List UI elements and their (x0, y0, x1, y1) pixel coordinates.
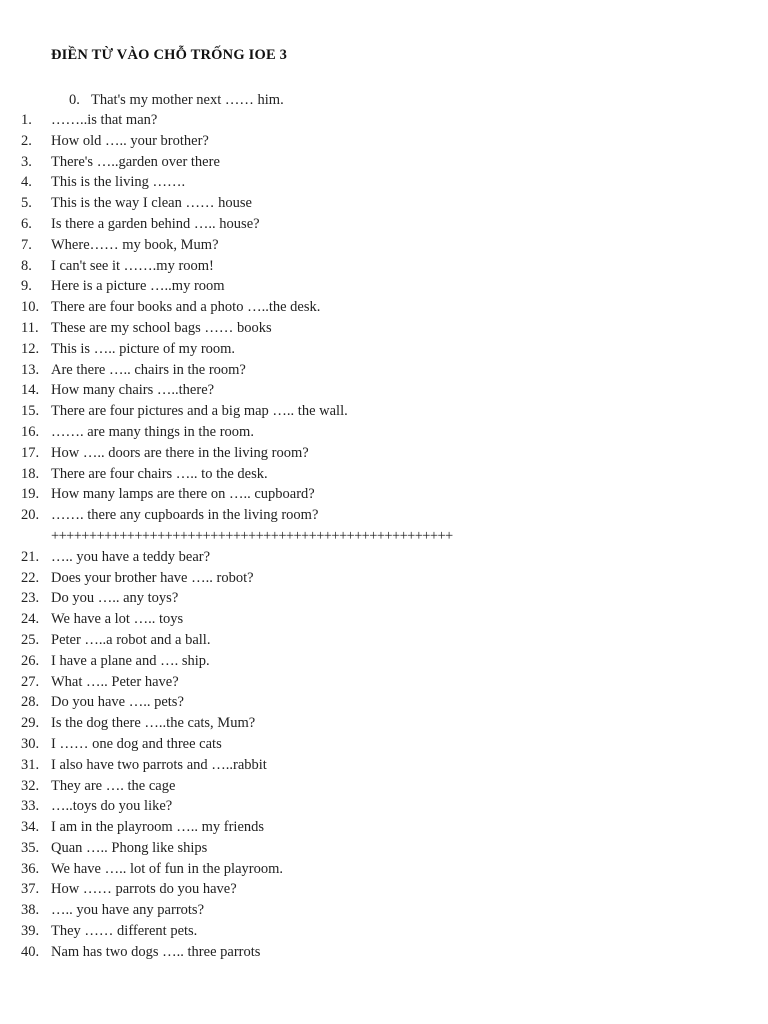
question-text: Does your brother have ….. robot? (51, 569, 254, 586)
question-number: 32. (21, 777, 40, 794)
question-row (0, 879, 768, 900)
question-number: 16. (21, 423, 40, 440)
question-row (0, 110, 768, 131)
question-text: ……. there any cupboards in the living room? (51, 507, 319, 524)
question-number: 35. (21, 839, 40, 856)
question-row (0, 464, 768, 485)
question-number: 27. (21, 673, 40, 690)
question-row (0, 651, 768, 672)
question-number: 2. (21, 132, 32, 149)
question-number: 33. (21, 798, 40, 815)
question-number: 36. (21, 860, 40, 877)
question-row (0, 630, 768, 651)
question-text: Do you ….. any toys? (51, 590, 179, 607)
example-item (69, 90, 284, 111)
question-row (0, 172, 768, 193)
example-text: That's my mother next …… him. (91, 92, 284, 108)
question-text: …..toys do you like? (51, 798, 173, 815)
question-text: There are four pictures and a big map ….. the wall. (51, 403, 348, 420)
question-number: 34. (21, 819, 40, 836)
question-row (0, 755, 768, 776)
question-text: There are four books and a photo …..the desk. (51, 299, 321, 316)
question-text: Quan ….. Phong like ships (51, 839, 208, 856)
question-number: 10. (21, 299, 40, 316)
question-number: 19. (21, 486, 40, 503)
question-text: They …… different pets. (51, 923, 198, 940)
question-number: 20. (21, 507, 40, 524)
question-row (0, 942, 768, 963)
question-number: 38. (21, 902, 40, 919)
question-number: 9. (21, 278, 32, 295)
question-number: 4. (21, 174, 32, 191)
question-row (0, 443, 768, 464)
question-text: Are there ….. chairs in the room? (51, 361, 246, 378)
question-text: I …… one dog and three cats (51, 735, 222, 752)
question-row (0, 568, 768, 589)
question-text: This is the living ……. (51, 174, 186, 191)
question-row (0, 276, 768, 297)
question-number: 26. (21, 652, 40, 669)
question-number: 5. (21, 195, 32, 212)
question-row (0, 193, 768, 214)
question-text: We have ….. lot of fun in the playroom. (51, 860, 283, 877)
question-number: 22. (21, 569, 40, 586)
section-divider (0, 526, 768, 547)
question-number: 28. (21, 694, 40, 711)
question-text: Is the dog there …..the cats, Mum? (51, 715, 256, 732)
question-number: 30. (21, 735, 40, 752)
question-number: 8. (21, 257, 32, 274)
question-number: 15. (21, 403, 40, 420)
question-list (0, 110, 768, 963)
question-row (0, 235, 768, 256)
question-row (0, 131, 768, 152)
question-row (0, 900, 768, 921)
question-number: 12. (21, 340, 40, 357)
question-row (0, 838, 768, 859)
question-row (0, 505, 768, 526)
question-number: 23. (21, 590, 40, 607)
question-text: How …… parrots do you have? (51, 881, 237, 898)
question-row (0, 214, 768, 235)
question-text: Is there a garden behind ….. house? (51, 215, 260, 232)
question-row (0, 776, 768, 797)
question-text: There are four chairs ….. to the desk. (51, 465, 268, 482)
question-text: This is ….. picture of my room. (51, 340, 236, 357)
question-text: ……. are many things in the room. (51, 423, 254, 440)
question-row (0, 152, 768, 173)
question-number: 6. (21, 215, 32, 232)
question-row (0, 859, 768, 880)
question-text: Nam has two dogs ….. three parrots (51, 943, 261, 960)
question-row (0, 297, 768, 318)
question-text: This is the way I clean …… house (51, 195, 252, 212)
question-text: Peter …..a robot and a ball. (51, 631, 211, 648)
question-row (0, 339, 768, 360)
question-text: I am in the playroom ….. my friends (51, 819, 265, 836)
document-title: ĐIỀN TỪ VÀO CHỖ TRỐNG IOE 3 (51, 47, 288, 63)
question-number: 14. (21, 382, 40, 399)
question-row (0, 817, 768, 838)
question-text: How many lamps are there on ….. cupboard? (51, 486, 315, 503)
question-text: I have a plane and …. ship. (51, 652, 210, 669)
example-number: 0. (69, 92, 80, 108)
question-text: These are my school bags …… books (51, 319, 272, 336)
question-row (0, 609, 768, 630)
question-number: 29. (21, 715, 40, 732)
divider-text: +++++++++++++++++++++++++++++++++++++++++++++++++++++ (51, 527, 453, 544)
question-text: What ….. Peter have? (51, 673, 179, 690)
question-text: ……..is that man? (51, 112, 158, 128)
question-number: 40. (21, 943, 40, 960)
question-row (0, 713, 768, 734)
question-row (0, 734, 768, 755)
question-text: Where…… my book, Mum? (51, 236, 219, 253)
question-text: ….. you have a teddy bear? (51, 548, 211, 565)
question-text: I can't see it …….my room! (51, 257, 214, 274)
question-row (0, 256, 768, 277)
question-text: ….. you have any parrots? (51, 902, 205, 919)
question-text: Do you have ….. pets? (51, 694, 184, 711)
question-row (0, 318, 768, 339)
question-row (0, 401, 768, 422)
question-number: 25. (21, 631, 40, 648)
question-number: 11. (21, 319, 39, 336)
question-number: 17. (21, 444, 40, 461)
question-number: 3. (21, 153, 32, 170)
question-number: 18. (21, 465, 40, 482)
question-text: How ….. doors are there in the living room? (51, 444, 309, 461)
question-number: 31. (21, 756, 40, 773)
question-row (0, 692, 768, 713)
question-text: Here is a picture …..my room (51, 278, 225, 295)
question-row (0, 380, 768, 401)
question-row (0, 422, 768, 443)
question-number: 1. (21, 112, 32, 128)
question-number: 7. (21, 236, 32, 253)
question-text: There's …..garden over there (51, 153, 220, 170)
question-number: 21. (21, 548, 40, 565)
question-row (0, 360, 768, 381)
question-row (0, 484, 768, 505)
question-row (0, 547, 768, 568)
question-text: How old ….. your brother? (51, 132, 209, 149)
question-text: How many chairs …..there? (51, 382, 215, 399)
question-text: I also have two parrots and …..rabbit (51, 756, 267, 773)
question-row (0, 588, 768, 609)
question-number: 37. (21, 881, 40, 898)
question-number: 13. (21, 361, 40, 378)
question-row (0, 921, 768, 942)
question-row (0, 796, 768, 817)
question-text: They are …. the cage (51, 777, 176, 794)
question-text: We have a lot ….. toys (51, 611, 184, 628)
question-number: 39. (21, 923, 40, 940)
question-number: 24. (21, 611, 40, 628)
question-row (0, 672, 768, 693)
